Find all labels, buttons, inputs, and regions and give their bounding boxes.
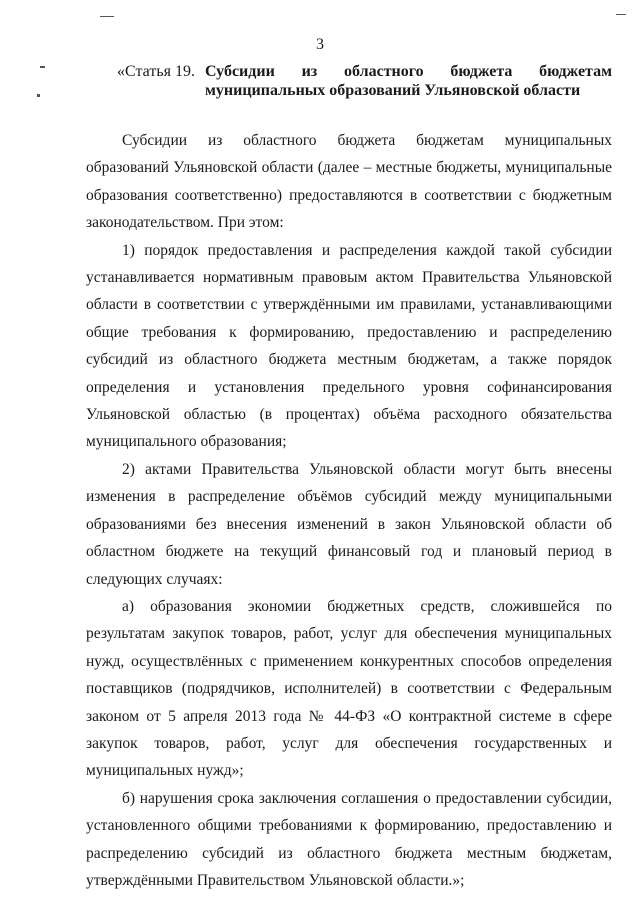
scan-mark — [100, 16, 114, 17]
scan-mark — [37, 94, 40, 97]
paragraph-intro: Субсидии из областного бюджета бюджетам муниципальных образований Ульяновской области (далее – местные бюджеты, муниципальные образования соответственно) предоставляются в соответствии с бюджетным законодательством. При этом: — [86, 132, 612, 232]
scan-mark — [616, 14, 626, 15]
paragraph-subitem-a: а) образования экономии бюджетных средств, сложившейся по результатам закупок товаров, работ, услуг для обеспечения муниципальных нужд, осуществлённых с применением конкурентных способов определения поставщиков (подрядчиков, исполнителей) в соответствии с Федеральным законом от 5 апреля 2013 года № 44-ФЗ «О контрактной системе в сфере закупок товаров, работ, услуг для обеспечения государственных и муниципальных нужд»; — [86, 597, 612, 780]
paragraph-item-1: 1) порядок предоставления и распределения каждой такой субсидии устанавливается нормативным правовым актом Правительства Ульяновской области в соответствии с утверждёнными им правилами, устанавливающими общие требования к формированию, предоставлению и распределению субсидий из областного бюджета местным бюджетам, а также порядок определения и установления предельного уровня софинансирования Ульяновской областью (в процентах) объёма расходного обязательства муниципального образования; — [86, 241, 612, 451]
paragraph-subitem-b: б) нарушения срока заключения соглашения о предоставлении субсидии, установленного общими требованиями к формированию, предоставлению и распределению субсидий из областного бюджета местным бюджетам, утверждёнными Правительством Ульяновской области.»; — [86, 789, 612, 889]
article-number: «Статья 19. — [117, 63, 195, 80]
scan-mark — [40, 66, 45, 68]
article-title: Субсидии из областного бюджета бюджетам муниципальных образований Ульяновской области — [205, 63, 612, 99]
paragraph-item-2: 2) актами Правительства Ульяновской области могут быть внесены изменения в распределение объёмов субсидий между муниципальными образованиями без внесения изменений в закон Ульяновской области об областном бюджете на текущий финансовый год и плановый период в следующих случаях: — [86, 460, 612, 588]
article-body — [86, 127, 612, 894]
page-number: 3 — [316, 36, 324, 53]
